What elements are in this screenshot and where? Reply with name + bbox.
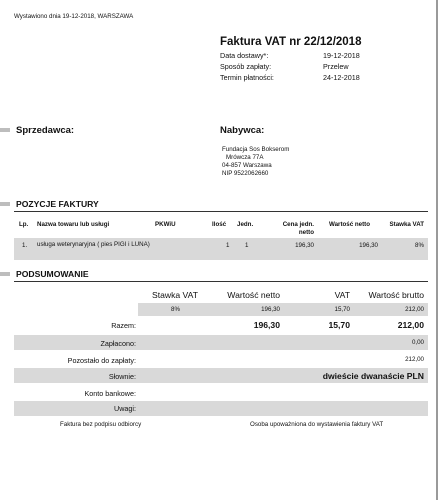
sum-rate-value: 8% (171, 306, 180, 313)
payment-due-value: 24-12-2018 (323, 73, 360, 82)
paid-label: Zapłacono: (100, 339, 136, 348)
payment-method-value: Przelew (323, 62, 349, 71)
sum-col-vat: VAT (334, 290, 350, 300)
item-name: usługa weterynaryjna ( pies PIGI i LUNA) (37, 241, 150, 248)
total-net: 196,30 (253, 320, 280, 330)
summary-section-marker (0, 272, 10, 276)
signature-issuer: Osoba upoważniona do wystawienia faktury VAT (250, 421, 384, 428)
item-price: 196,30 (295, 242, 314, 249)
summary-heading-rule (14, 281, 428, 282)
buyer-city: 04-857 Warszawa (222, 162, 272, 169)
col-vat: Stawka VAT (389, 221, 424, 228)
seller-heading: Sprzedawca: (16, 125, 75, 136)
sum-col-net: Wartość netto (227, 290, 280, 300)
total-label: Razem: (111, 321, 136, 330)
buyer-nip: NIP 9522062660 (222, 170, 269, 177)
bank-account-label: Konto bankowe: (84, 389, 136, 398)
item-net: 196,30 (359, 242, 378, 249)
remaining-value: 212,00 (405, 356, 424, 363)
buyer-heading: Nabywca: (220, 125, 265, 136)
paid-value: 0,00 (411, 339, 424, 346)
words-value: dwieście dwanaście PLN (322, 371, 424, 381)
payment-method-label: Sposób zapłaty: (220, 62, 272, 71)
col-pkwiu: PKWiU (155, 221, 176, 228)
items-heading-rule (14, 211, 428, 212)
total-gross: 212,00 (397, 320, 424, 330)
invoice-title: Faktura VAT nr 22/12/2018 (220, 36, 362, 48)
buyer-address (222, 146, 289, 178)
sum-rate-net: 196,30 (261, 306, 280, 313)
total-vat: 15,70 (328, 320, 350, 330)
delivery-date-value: 19-12-2018 (323, 51, 360, 60)
col-lp: Lp. (19, 221, 29, 228)
col-price: Cena jedn. netto (282, 221, 314, 236)
item-lp: 1. (22, 242, 28, 249)
item-vat: 8% (415, 242, 424, 249)
sum-rate-vat: 15,70 (334, 306, 350, 313)
col-name: Nazwa towaru lub usługi (37, 221, 110, 228)
sum-col-rate: Stawka VAT (151, 290, 198, 300)
signature-recipient: Faktura bez podpisu odbiorcy (60, 421, 142, 428)
issue-date-place: Wystawiono dnia 19-12-2018, WARSZAWA (14, 13, 134, 20)
words-label: Słownie: (108, 372, 136, 381)
buyer-street: Mrówcza 77A (226, 154, 264, 161)
remaining-label: Pozostało do zapłaty: (67, 356, 136, 365)
summary-heading: PODSUMOWANIE (16, 269, 89, 279)
seller-section-marker (0, 128, 10, 132)
col-unit: Jedn. (237, 221, 254, 228)
payment-due-label: Termin płatności: (220, 73, 274, 82)
notes-label: Uwagi: (114, 404, 136, 413)
items-heading: POZYCJE FAKTURY (16, 199, 99, 209)
items-section-marker (0, 202, 10, 206)
col-qty: Ilość (212, 221, 227, 228)
col-net: Wartość netto (329, 221, 371, 228)
buyer-name: Fundacja Sos Bokserom (222, 146, 290, 153)
item-qty: 1 (226, 242, 230, 249)
item-unit: 1 (245, 242, 249, 249)
sum-col-gross: Wartość brutto (368, 290, 424, 300)
delivery-date-label: Data dostawy*: (220, 51, 269, 60)
sum-rate-gross: 212,00 (405, 306, 424, 313)
